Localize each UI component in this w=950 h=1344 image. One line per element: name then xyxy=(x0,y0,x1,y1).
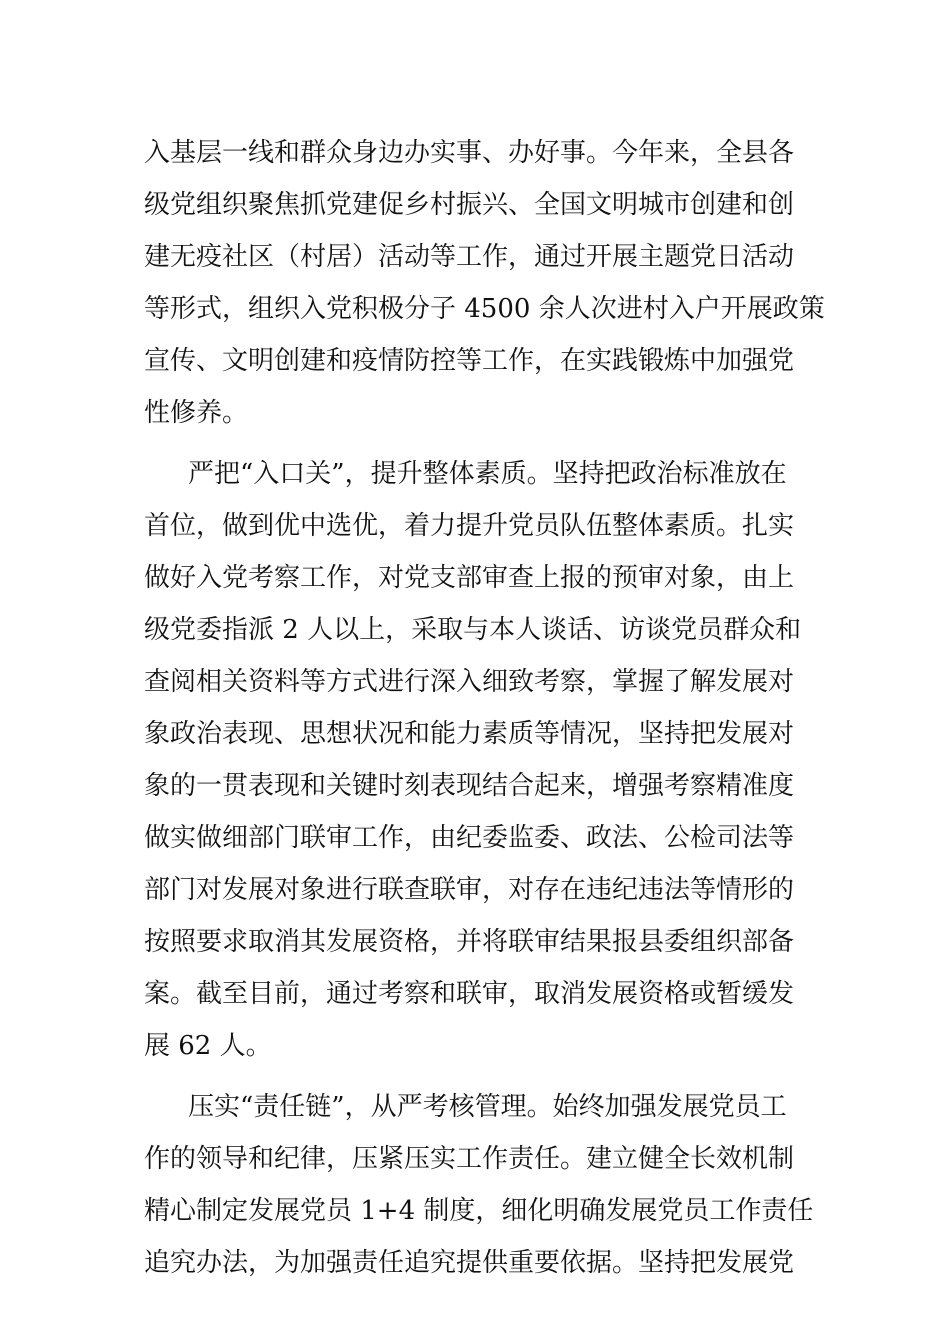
paragraph-1-line-3: 建无疫社区（村居）活动等工作，通过开展主题党日活动 xyxy=(144,242,795,272)
paragraph-2-line-9: 部门对发展对象进行联查联审，对存在违纪违法等情形的 xyxy=(144,875,795,905)
paragraph-2-line-8: 做实做细部门联审工作，由纪委监委、政法、公检司法等 xyxy=(144,823,795,853)
paragraph-1-line-5: 宣传、文明创建和疫情防控等工作，在实践锻炼中加强党 xyxy=(144,346,795,376)
paragraph-2-line-7: 象的一贯表现和关键时刻表现结合起来，增强考察精准度 xyxy=(144,771,795,801)
paragraph-3-line-2: 作的领导和纪律，压紧压实工作责任。建立健全长效机制 xyxy=(144,1144,795,1174)
paragraph-3-line-4: 追究办法，为加强责任追究提供重要依据。坚持把发展党 xyxy=(144,1248,795,1278)
paragraph-2-line-6: 象政治表现、思想状况和能力素质等情况，坚持把发展对 xyxy=(144,719,795,749)
paragraph-2-line-5: 查阅相关资料等方式进行深入细致考察，掌握了解发展对 xyxy=(144,667,795,697)
paragraph-1-line-2: 级党组织聚焦抓党建促乡村振兴、全国文明城市创建和创 xyxy=(144,190,795,220)
document-body xyxy=(144,127,825,1289)
paragraph-1-line-1: 入基层一线和群众身边办实事、办好事。今年来，全县各 xyxy=(144,138,795,168)
paragraph-gap xyxy=(144,1072,810,1081)
paragraph-2-line-11: 案。截至目前，通过考察和联审，取消发展资格或暂缓发 xyxy=(144,979,795,1009)
paragraph-1-line-6: 性修养。 xyxy=(144,398,249,428)
paragraph-2-line-1: 严把“入口关”，提升整体素质。坚持把政治标准放在 xyxy=(188,459,787,489)
paragraph-3-line-3: 精心制定发展党员 1+4 制度，细化明确发展党员工作责任 xyxy=(144,1196,814,1226)
paragraph-gap xyxy=(144,439,810,448)
paragraph-2-line-10: 按照要求取消其发展资格，并将联审结果报县委组织部备 xyxy=(144,927,795,957)
paragraph-2-line-3: 做好入党考察工作，对党支部审查上报的预审对象，由上 xyxy=(144,563,795,593)
paragraph-2-line-2: 首位，做到优中选优，着力提升党员队伍整体素质。扎实 xyxy=(144,511,795,541)
paragraph-2-line-4: 级党委指派 2 人以上，采取与本人谈话、访谈党员群众和 xyxy=(144,615,802,645)
paragraph-1-line-4: 等形式，组织入党积极分子 4500 余人次进村入户开展政策 xyxy=(144,294,825,324)
paragraph-2-line-12: 展 62 人。 xyxy=(144,1031,272,1061)
paragraph-3-line-1: 压实“责任链”，从严考核管理。始终加强发展党员工 xyxy=(188,1092,787,1122)
